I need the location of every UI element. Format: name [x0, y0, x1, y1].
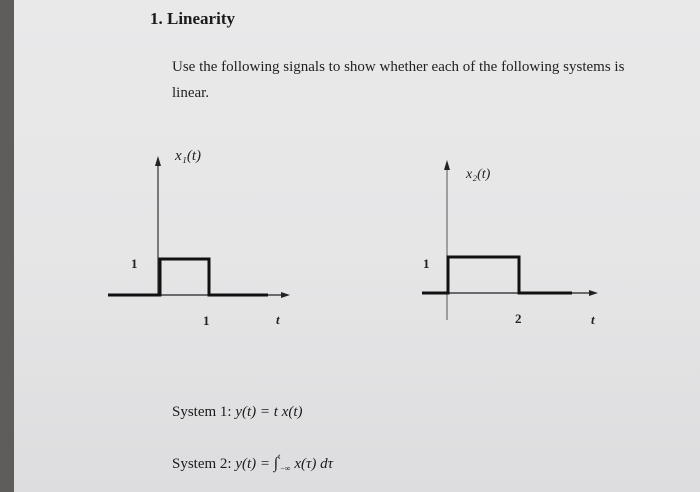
system-2 — [172, 452, 334, 473]
system-1-label: System 1: — [172, 404, 232, 420]
integral-sign: ∫ — [273, 455, 279, 472]
system-1-equation: y(t) = t x(t) — [235, 404, 303, 420]
instruction-text: Use the following signals to show whether each of the following systems is linear. — [172, 59, 625, 101]
system-1 — [172, 404, 303, 421]
integral-lower-limit: −∞ — [280, 464, 291, 473]
x2-y-tick-label: 1 — [423, 256, 430, 271]
x1-y-tick-label: 1 — [131, 256, 138, 271]
x2-x-axis-label: t — [591, 312, 595, 327]
x2-x-tick-label: 2 — [515, 311, 522, 326]
x1-title: x₁(t) — [175, 148, 202, 164]
integral-upper-limit: t — [278, 452, 281, 461]
x1-y-arrow — [155, 156, 161, 166]
problem-heading: 1. Linearity — [150, 9, 235, 28]
x1-x-tick-label: 1 — [203, 313, 210, 328]
x2-x-arrow — [589, 290, 598, 296]
x1-x-arrow — [281, 292, 290, 298]
x2-title: x₂(t) — [466, 167, 491, 182]
system-2-integrand: x(τ) dτ — [294, 456, 334, 472]
plot-x2 — [422, 160, 598, 327]
x2-signal — [422, 257, 572, 293]
system-2-lhs: y(t) = — [235, 456, 271, 472]
plot-x1 — [108, 148, 290, 328]
x2-y-arrow — [444, 160, 450, 170]
system-2-label: System 2: — [172, 456, 232, 472]
x1-x-axis-label: t — [276, 312, 280, 327]
